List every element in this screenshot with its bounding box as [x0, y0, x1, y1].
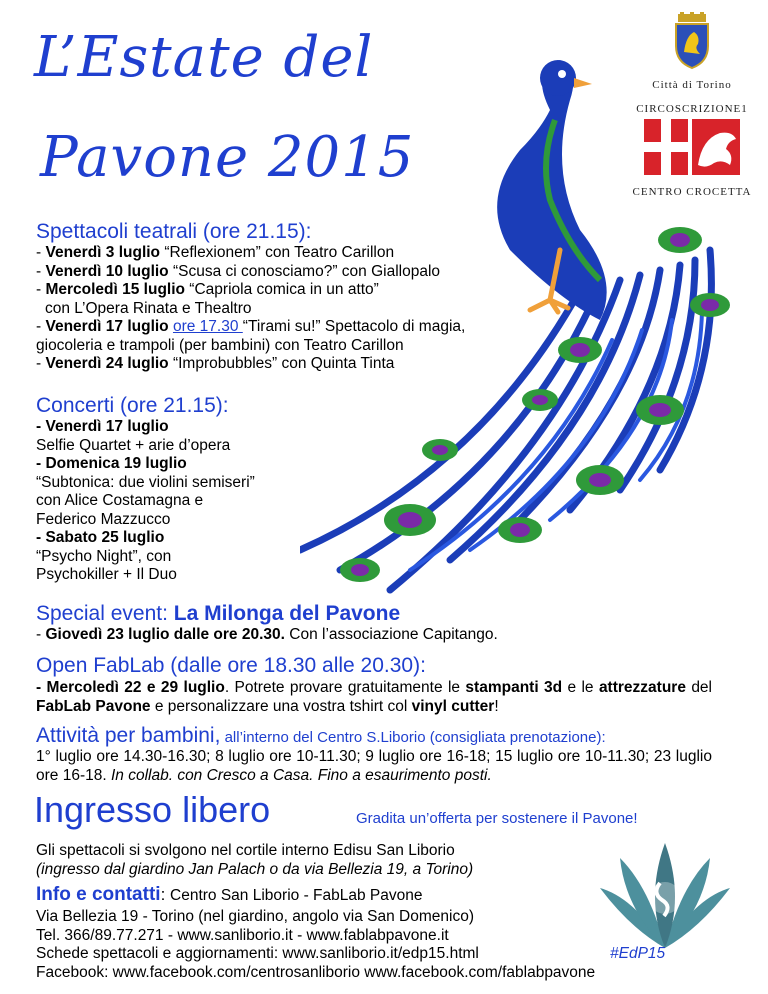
bambini-text: 1° luglio ore 14.30-16.30; 8 luglio ore 10-11.30; 9 luglio ore 16-18; 15 luglio ore 10-11.30; 23 luglio ore 16-18. In collab. con Cresco a Casa. Fino a esaurimento posti.: [36, 748, 712, 784]
info-facebook: Facebook: www.facebook.com/centrosanliborio www.facebook.com/fablabpavone: [36, 963, 596, 981]
centro-label: CENTRO CROCETTA: [632, 186, 752, 198]
list-item: Selfie Quartet + arie d’opera: [36, 436, 231, 454]
teatro-list: [36, 244, 546, 374]
special-text: - Giovedì 23 luglio dalle ore 20.30. Con l’associazione Capitango.: [36, 626, 498, 643]
list-item: - Venerdì 24 luglio “Improbubbles” con Quinta Tinta: [36, 355, 395, 372]
ingresso-line-1: Gli spettacoli si svolgono nel cortile interno Edisu San Liborio: [36, 842, 455, 859]
info-heading-row: Info e contatti: Centro San Liborio - FabLab Pavone: [36, 884, 423, 905]
info-details: [36, 908, 736, 982]
fablab-text: - Mercoledì 22 e 29 luglio. Potrete provare gratuitamente le stampanti 3d e le attrezzature del FabLab Pavone e personalizzare una vostra tshirt col vinyl cutter!: [36, 679, 713, 715]
title-line-1: L’Estate del: [34, 25, 374, 90]
list-item: - Venerdì 17 luglio ore 17.30 “Tirami su!” Spettacolo di magia,: [36, 318, 466, 335]
list-item: “Psycho Night”, con: [36, 547, 172, 565]
info-tel: Tel. 366/89.77.271 - www.sanliborio.it - www.fablabpavone.it: [36, 926, 449, 944]
bambini-heading: Attività per bambini, all’interno del Centro S.Liborio (consigliata prenotazione):: [36, 724, 606, 747]
concerti-list: [36, 418, 296, 585]
list-item: - Sabato 25 luglio: [36, 529, 165, 546]
circoscrizione-label: CIRCOSCRIZIONE1: [636, 103, 748, 115]
city-name: Città di Torino: [652, 79, 732, 91]
hashtag: #EdP15: [610, 945, 666, 962]
concerti-heading: Concerti (ore 21.15):: [36, 394, 229, 417]
teatro-heading: Spettacoli teatrali (ore 21.15):: [36, 220, 312, 243]
title-line-2: Pavone 2015: [40, 125, 415, 190]
list-item: giocoleria e trampoli (per bambini) con Teatro Carillon: [36, 336, 404, 354]
list-item: - Mercoledì 15 luglio “Capriola comica in un atto”: [36, 281, 379, 298]
list-item: - Venerdì 10 luglio “Scusa ci conosciamo?” con Giallopalo: [36, 262, 441, 280]
ingresso-line-2: (ingresso dal giardino Jan Palach o da via Bellezia 19, a Torino): [36, 860, 474, 878]
list-item: “Subtonica: due violini semiseri”: [36, 473, 255, 491]
list-item: con Alice Costamagna e: [36, 492, 204, 509]
list-item: Federico Mazzucco: [36, 510, 171, 528]
list-item: - Domenica 19 luglio: [36, 455, 187, 472]
ingresso-info: [36, 842, 596, 879]
info-schede: Schede spettacoli e aggiornamenti: www.sanliborio.it/edp15.html #EdP15: [36, 945, 666, 962]
info-address: Via Bellezia 19 - Torino (nel giardino, angolo via San Domenico): [36, 908, 474, 925]
ingresso-heading: Ingresso libero: [34, 789, 271, 830]
list-item: - Venerdì 17 luglio: [36, 418, 169, 435]
offerta-text: Gradita un’offerta per sostenere il Pavone!: [356, 810, 638, 827]
list-item: Psychokiller + Il Duo: [36, 566, 177, 583]
list-item: con L’Opera Rinata e Thealtro: [45, 299, 252, 317]
list-item: - Venerdì 3 luglio “Reflexionem” con Teatro Carillon: [36, 244, 395, 261]
special-heading: Special event: La Milonga del Pavone: [36, 602, 401, 625]
fablab-heading: Open FabLab (dalle ore 18.30 alle 20.30):: [36, 654, 426, 677]
